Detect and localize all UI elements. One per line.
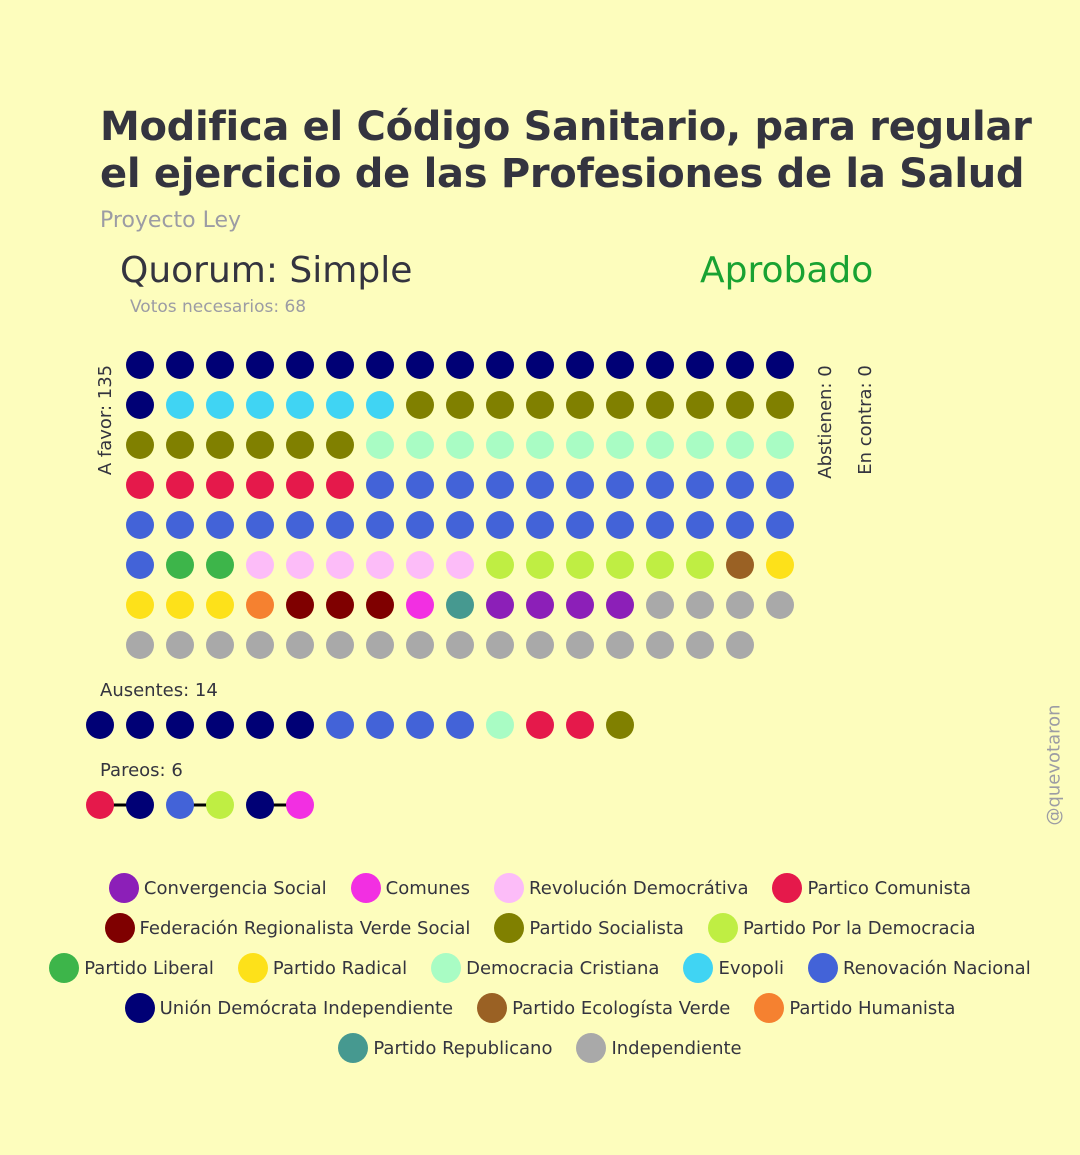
a-favor-dot <box>366 511 394 539</box>
a-favor-dot <box>206 471 234 499</box>
legend-item <box>338 1033 552 1063</box>
legend-swatch <box>351 873 381 903</box>
legend-swatch <box>808 953 838 983</box>
a-favor-dot <box>686 591 714 619</box>
a-favor-dot <box>206 591 234 619</box>
legend-item <box>494 873 748 903</box>
legend-swatch <box>708 913 738 943</box>
legend-row <box>0 948 1080 988</box>
a-favor-dot <box>606 591 634 619</box>
a-favor-dot <box>766 431 794 459</box>
watermark: @quevotaron <box>1043 704 1065 826</box>
legend-label: Partido Por la Democracia <box>742 917 976 939</box>
a-favor-dot <box>126 431 154 459</box>
a-favor-dot <box>766 511 794 539</box>
a-favor-dot <box>726 431 754 459</box>
ausente-dot <box>206 711 234 739</box>
a-favor-dot <box>566 551 594 579</box>
a-favor-dot <box>206 431 234 459</box>
pareos-label: Pareos: 6 <box>100 760 183 781</box>
a-favor-dot <box>326 511 354 539</box>
a-favor-label: A favor: 135 <box>95 364 116 476</box>
legend-swatch <box>49 953 79 983</box>
a-favor-dot <box>566 351 594 379</box>
a-favor-dot <box>446 431 474 459</box>
legend-item <box>683 953 783 983</box>
pareo-dot <box>166 791 194 819</box>
a-favor-dot <box>526 631 554 659</box>
a-favor-dot <box>486 391 514 419</box>
a-favor-dot <box>166 591 194 619</box>
quorum-label: Quorum: Simple <box>120 250 413 291</box>
a-favor-dot <box>406 511 434 539</box>
a-favor-dot <box>446 471 474 499</box>
legend-label: Partido Republicano <box>373 1037 553 1059</box>
a-favor-dot <box>646 471 674 499</box>
legend-label: Partido Ecologísta Verde <box>512 997 731 1019</box>
a-favor-dot <box>126 631 154 659</box>
ausentes-label: Ausentes: 14 <box>100 680 218 701</box>
a-favor-dot <box>686 551 714 579</box>
a-favor-dot <box>406 591 434 619</box>
a-favor-dot <box>726 631 754 659</box>
ausente-dot <box>446 711 474 739</box>
a-favor-dot <box>486 431 514 459</box>
a-favor-dot <box>286 511 314 539</box>
a-favor-dot <box>526 511 554 539</box>
a-favor-dot <box>766 591 794 619</box>
a-favor-dot <box>446 511 474 539</box>
ausente-dot <box>126 711 154 739</box>
a-favor-dot <box>286 351 314 379</box>
legend-label: Partido Socialista <box>529 917 684 939</box>
a-favor-dot <box>166 551 194 579</box>
legend-label: Independiente <box>611 1037 742 1059</box>
a-favor-dot <box>366 431 394 459</box>
legend-swatch <box>494 873 524 903</box>
a-favor-dot <box>366 631 394 659</box>
legend-label: Partido Radical <box>272 957 408 979</box>
a-favor-dot <box>566 391 594 419</box>
a-favor-dot <box>646 351 674 379</box>
pareo-dot <box>86 791 114 819</box>
a-favor-dot <box>766 391 794 419</box>
legend-item <box>772 873 971 903</box>
legend-item <box>125 993 454 1023</box>
a-favor-dot <box>126 591 154 619</box>
legend-label: Partido Humanista <box>789 997 956 1019</box>
a-favor-dot <box>366 551 394 579</box>
a-favor-dot <box>566 511 594 539</box>
a-favor-dot <box>686 471 714 499</box>
a-favor-dot <box>326 631 354 659</box>
a-favor-dot <box>246 591 274 619</box>
pareo-dot <box>206 791 234 819</box>
title-line-1: Modifica el Código Sanitario, para regular <box>100 104 1032 150</box>
ausente-dot <box>286 711 314 739</box>
a-favor-dot <box>326 551 354 579</box>
a-favor-dot <box>726 551 754 579</box>
party-legend <box>0 868 1080 1068</box>
legend-swatch <box>105 913 135 943</box>
a-favor-dot <box>326 591 354 619</box>
a-favor-dot <box>566 431 594 459</box>
a-favor-dot <box>526 351 554 379</box>
a-favor-dot <box>246 471 274 499</box>
a-favor-dot <box>566 631 594 659</box>
a-favor-dot <box>606 631 634 659</box>
a-favor-dot <box>606 551 634 579</box>
ausentes-dots <box>86 711 634 739</box>
legend-swatch <box>772 873 802 903</box>
a-favor-dot <box>166 511 194 539</box>
a-favor-dot <box>286 391 314 419</box>
a-favor-dot <box>726 351 754 379</box>
a-favor-dot <box>246 511 274 539</box>
a-favor-dot <box>646 591 674 619</box>
a-favor-dot <box>686 351 714 379</box>
ausente-dot <box>326 711 354 739</box>
a-favor-dot <box>646 391 674 419</box>
legend-swatch <box>494 913 524 943</box>
a-favor-dot <box>686 391 714 419</box>
a-favor-dot <box>406 351 434 379</box>
title-line-2: el ejercicio de las Profesiones de la Salud <box>100 151 1025 197</box>
a-favor-dot <box>606 351 634 379</box>
ausente-dot <box>566 711 594 739</box>
legend-swatch <box>431 953 461 983</box>
a-favor-dot <box>606 431 634 459</box>
legend-label: Comunes <box>385 877 471 899</box>
legend-row <box>0 988 1080 1028</box>
pareo-dot <box>286 791 314 819</box>
a-favor-dot <box>286 631 314 659</box>
a-favor-dot <box>726 591 754 619</box>
a-favor-dot <box>766 471 794 499</box>
a-favor-dot <box>286 591 314 619</box>
a-favor-dot <box>206 351 234 379</box>
pareos-dots <box>86 791 314 819</box>
result-status: Aprobado <box>700 250 874 291</box>
legend-label: Democracia Cristiana <box>466 957 660 979</box>
a-favor-dots <box>126 351 794 659</box>
chart-subtitle: Proyecto Ley <box>100 208 242 233</box>
legend-label: Evopoli <box>718 957 784 979</box>
ausente-dot <box>366 711 394 739</box>
legend-item <box>351 873 470 903</box>
a-favor-dot <box>606 471 634 499</box>
a-favor-dot <box>246 631 274 659</box>
ausente-dot <box>246 711 274 739</box>
pareo-dot <box>126 791 154 819</box>
a-favor-dot <box>326 431 354 459</box>
ausente-dot <box>526 711 554 739</box>
a-favor-dot <box>686 631 714 659</box>
a-favor-dot <box>246 351 274 379</box>
a-favor-dot <box>206 551 234 579</box>
legend-row <box>0 908 1080 948</box>
a-favor-dot <box>486 511 514 539</box>
a-favor-dot <box>486 631 514 659</box>
a-favor-dot <box>526 591 554 619</box>
a-favor-dot <box>166 471 194 499</box>
legend-item <box>105 913 471 943</box>
a-favor-dot <box>246 431 274 459</box>
ausente-dot <box>86 711 114 739</box>
a-favor-dot <box>446 551 474 579</box>
a-favor-dot <box>206 391 234 419</box>
a-favor-dot <box>126 471 154 499</box>
a-favor-dot <box>446 631 474 659</box>
a-favor-dot <box>646 551 674 579</box>
a-favor-dot <box>126 391 154 419</box>
a-favor-dot <box>246 551 274 579</box>
pareo-dot <box>246 791 274 819</box>
legend-row <box>0 868 1080 908</box>
legend-swatch <box>477 993 507 1023</box>
a-favor-dot <box>726 471 754 499</box>
a-favor-dot <box>686 431 714 459</box>
a-favor-dot <box>726 511 754 539</box>
ausente-dot <box>166 711 194 739</box>
legend-item <box>754 993 955 1023</box>
a-favor-dot <box>326 351 354 379</box>
legend-label: Partico Comunista <box>807 877 972 899</box>
legend-item <box>494 913 684 943</box>
ausente-dot <box>486 711 514 739</box>
a-favor-dot <box>766 351 794 379</box>
a-favor-dot <box>246 391 274 419</box>
a-favor-dot <box>326 391 354 419</box>
a-favor-dot <box>446 351 474 379</box>
legend-swatch <box>109 873 139 903</box>
legend-item <box>49 953 214 983</box>
legend-item <box>238 953 407 983</box>
legend-item <box>808 953 1031 983</box>
legend-item <box>109 873 327 903</box>
legend-label: Partido Liberal <box>84 957 214 979</box>
a-favor-dot <box>406 431 434 459</box>
legend-label: Renovación Nacional <box>842 957 1031 979</box>
legend-swatch <box>754 993 784 1023</box>
a-favor-dot <box>286 551 314 579</box>
a-favor-dot <box>766 551 794 579</box>
a-favor-dot <box>126 551 154 579</box>
a-favor-dot <box>166 431 194 459</box>
a-favor-dot <box>606 511 634 539</box>
a-favor-dot <box>446 391 474 419</box>
a-favor-dot <box>526 431 554 459</box>
a-favor-dot <box>566 471 594 499</box>
legend-swatch <box>683 953 713 983</box>
legend-item <box>477 993 730 1023</box>
legend-swatch <box>576 1033 606 1063</box>
a-favor-dot <box>566 591 594 619</box>
legend-label: Convergencia Social <box>143 877 327 899</box>
a-favor-dot <box>166 391 194 419</box>
a-favor-dot <box>206 511 234 539</box>
legend-item <box>576 1033 741 1063</box>
ausente-dot <box>406 711 434 739</box>
a-favor-dot <box>486 551 514 579</box>
legend-swatch <box>125 993 155 1023</box>
votes-needed: Votos necesarios: 68 <box>130 297 307 317</box>
a-favor-dot <box>686 511 714 539</box>
a-favor-dot <box>526 471 554 499</box>
a-favor-dot <box>366 351 394 379</box>
ausente-dot <box>606 711 634 739</box>
a-favor-dot <box>726 391 754 419</box>
a-favor-dot <box>126 511 154 539</box>
legend-label: Unión Demócrata Independiente <box>159 997 454 1019</box>
a-favor-dot <box>126 351 154 379</box>
legend-swatch <box>238 953 268 983</box>
en-contra-label: En contra: 0 <box>855 365 876 475</box>
a-favor-dot <box>366 471 394 499</box>
a-favor-dot <box>646 431 674 459</box>
a-favor-dot <box>166 351 194 379</box>
a-favor-dot <box>486 351 514 379</box>
a-favor-dot <box>366 391 394 419</box>
abstienen-label: Abstienen: 0 <box>815 365 836 479</box>
legend-item <box>708 913 976 943</box>
a-favor-dot <box>526 551 554 579</box>
a-favor-dot <box>366 591 394 619</box>
a-favor-dot <box>526 391 554 419</box>
a-favor-dot <box>606 391 634 419</box>
a-favor-dot <box>206 631 234 659</box>
legend-label: Federación Regionalista Verde Social <box>139 917 471 939</box>
a-favor-dot <box>286 431 314 459</box>
a-favor-dot <box>406 471 434 499</box>
a-favor-dot <box>406 631 434 659</box>
a-favor-dot <box>646 631 674 659</box>
a-favor-dot <box>326 471 354 499</box>
a-favor-dot <box>166 631 194 659</box>
legend-swatch <box>338 1033 368 1063</box>
a-favor-dot <box>286 471 314 499</box>
a-favor-dot <box>406 391 434 419</box>
a-favor-dot <box>646 511 674 539</box>
a-favor-dot <box>486 591 514 619</box>
legend-row <box>0 1028 1080 1068</box>
legend-label: Revolución Democrátiva <box>529 877 749 899</box>
a-favor-dot <box>406 551 434 579</box>
a-favor-dot <box>486 471 514 499</box>
legend-item <box>431 953 659 983</box>
a-favor-dot <box>446 591 474 619</box>
